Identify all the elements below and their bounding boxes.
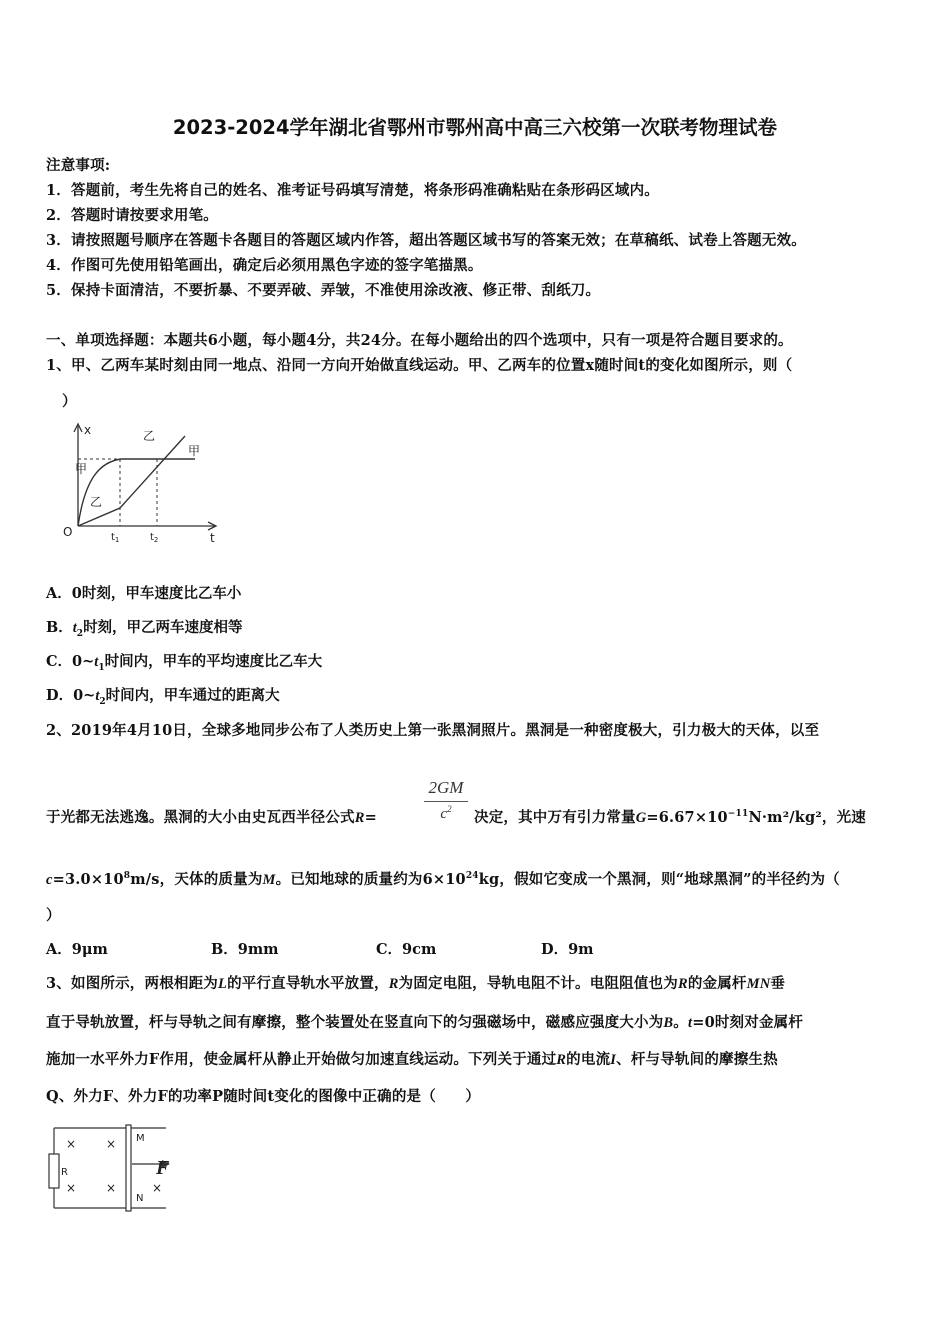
label-jia-right: 甲 [188,444,201,458]
field-mark: × [106,1137,117,1151]
rod-label-n: N [136,1193,144,1204]
label-yi-bottom: 乙 [90,495,103,509]
q2-line2-right: 决定，其中万有引力常量$G=6.67\times 10^{-11}N\cdot m^2$/kg²，光速 [474,809,866,826]
q2-stem: 2、2019年4月10日，全球多地同步公布了人类历史上第一张黑洞照片。黑洞是一种密度极大，引力极大的天体，以至 [46,722,820,739]
tick-t2: $t_2$ [150,532,159,544]
force-label: F [156,1157,170,1179]
notice-item: 1．答题前，考生先将自己的姓名、准考证号码填写清楚，将条形码准确粘贴在条形码区域内。 [46,182,659,199]
q3-line3: 施加一水平外力F作用，使金属杆从静止开始做匀加速直线运动。下列关于通过R的电流I、杆与导轨间的摩擦生热 [46,1051,778,1068]
curve-yi [78,436,185,526]
q3-line1: 3、如图所示，两根相距为L的平行直导轨水平放置，R为固定电阻，导轨电阻不计。电阻阻值也为R的金属杆MN垂 [46,975,786,992]
q2-line2-left: 于光都无法逃逸。黑洞的大小由史瓦西半径公式R= [46,809,377,826]
metal-rod [126,1125,131,1211]
q2-line3: $c=3.0\times 10^8m/s$，天体的质量为M。已知地球的质量约为$6\times 10^{24}kg$，假如它变成一个黑洞，则“地球黑洞”的半径约为（ [46,871,840,888]
origin-label: O [63,525,73,539]
q2-option-d: D．9m [541,941,594,958]
field-mark: × [152,1181,163,1195]
resistor-label: R [61,1167,68,1178]
notice-item: 5．保持卡面清洁，不要折暴、不要弄破、弄皱，不准使用涂改液、修正带、刮纸刀。 [46,282,601,299]
q2-option-b: B．9mm [211,941,279,958]
q1-option-a: A．0时刻，甲车速度比乙车小 [46,585,242,602]
notice-heading: 注意事项: [46,157,111,174]
field-mark: × [66,1181,77,1195]
q1-option-d: D．$0\sim t_2$时间内，甲车通过的距离大 [46,687,280,707]
q2-option-c: C．9cm [376,941,437,958]
formula-denominator: $c^2$ [440,804,452,822]
q3-circuit-figure [44,1124,184,1216]
label-yi-top: 乙 [143,429,156,443]
formula-numerator: 2GM [428,778,464,797]
curve-jia [78,459,195,526]
section-heading: 一、单项选择题：本题共6小题，每小题4分，共24分。在每小题给出的四个选项中，只有一项是符合题目要求的。 [46,332,793,349]
axis-label-t: t [210,531,215,545]
axis-label-x: x [84,423,92,437]
q1-stem-end: ） [62,393,77,410]
field-mark: × [66,1137,77,1151]
notice-item: 3．请按照题号顺序在答题卡各题目的答题区域内作答，超出答题区域书写的答案无效；在草稿纸、试卷上答题无效。 [46,232,806,249]
q3-line4: Q、外力F、外力F的功率P随时间t变化的图像中正确的是（ ） [46,1088,481,1105]
q2-line4: ） [46,907,61,924]
rod-label-m: M [136,1133,145,1144]
q2-option-a: A．9μm [46,941,108,958]
notice-item: 2．答题时请按要求用笔。 [46,207,218,224]
formula-bar [424,801,468,802]
q1-position-time-graph [55,418,230,548]
q1-option-c: C．$0\sim t_1$时间内，甲车的平均速度比乙车大 [46,653,323,673]
page-title: 2023-2024学年湖北省鄂州市鄂州高中高三六校第一次联考物理试卷 [172,116,778,139]
q1-option-b: B．$t_2$时刻，甲乙两车速度相等 [46,619,243,639]
q3-line2: 直于导轨放置，杆与导轨之间有摩擦，整个装置处在竖直向下的匀强磁场中，磁感应强度大小为B。t=0时刻对金属杆 [46,1014,804,1031]
notice-item: 4．作图可先使用铅笔画出，确定后必须用黑色字迹的签字笔描黑。 [46,257,483,274]
q1-stem: 1、甲、乙两车某时刻由同一地点、沿同一方向开始做直线运动。甲、乙两车的位置x随时间t的变化如图所示，则（ [46,357,793,374]
label-jia-axis: 甲 [75,462,88,476]
field-mark: × [106,1181,117,1195]
resistor [49,1154,59,1188]
tick-t1: $t_1$ [111,532,120,544]
